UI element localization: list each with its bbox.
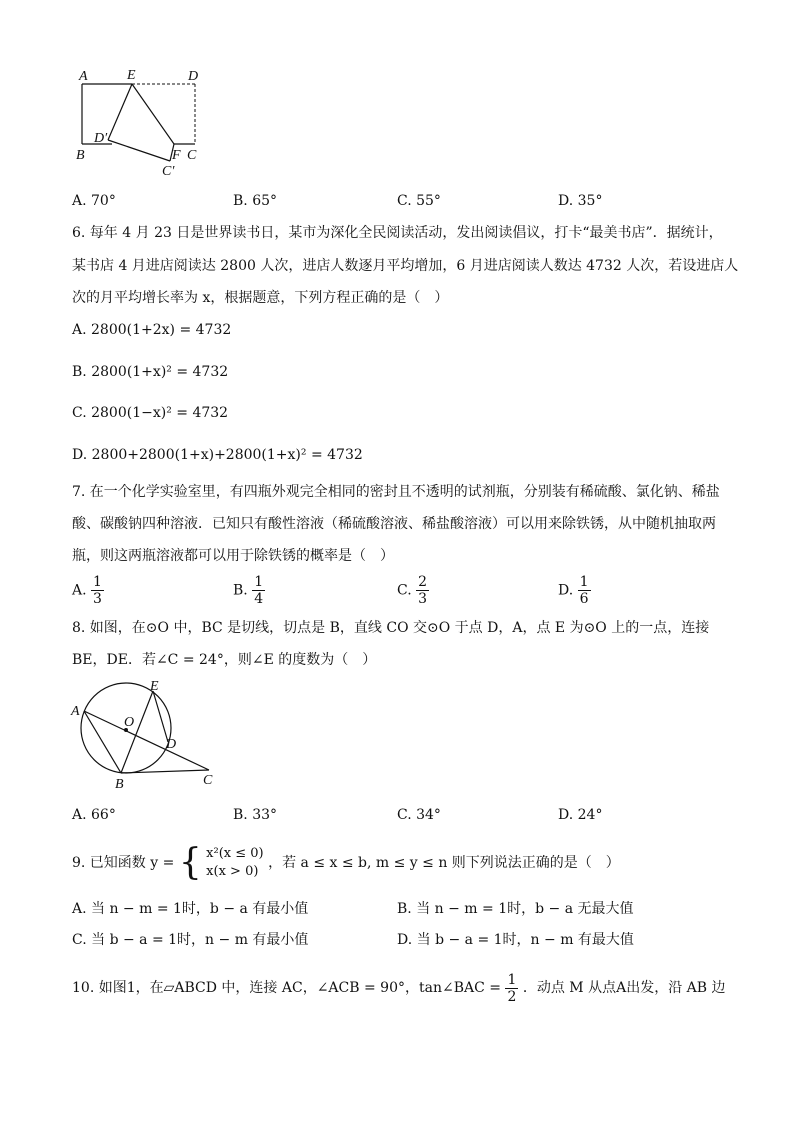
q7-stem-line-1: 7. 在一个化学实验室里，有四瓶外观完全相同的密封且不透明的试剂瓶，分别装有稀硫酸、氯化钠、稀盐 [72, 484, 720, 500]
fig5-label-Dprime: D′ [94, 131, 108, 146]
q5-figure [70, 64, 210, 180]
fig5-label-D: D [188, 69, 199, 84]
q9-prefix: 9. 已知函数 y = [72, 855, 175, 871]
fig5-label-F: F [172, 148, 181, 163]
fig8-label-O: O [124, 715, 135, 730]
q6-stem-line-2: 某书店 4 月进店阅读达 2800 人次，进店人数逐月平均增加，6 月进店阅读人数达 4732 人次，若设进店人 [72, 258, 739, 274]
q7-option-a-letter: A. [72, 582, 87, 599]
q8-option-a[interactable]: A. 66° [72, 807, 116, 823]
q7-option-c[interactable] [397, 574, 429, 607]
q10-part-2: ．动点 M 从点A出发，沿 AB 边 [522, 980, 726, 996]
q9-brace: { [178, 842, 202, 883]
q7-option-c-denominator: 3 [418, 591, 428, 607]
q8-option-b[interactable]: B. 33° [233, 807, 278, 823]
q5-option-c[interactable]: C. 55° [397, 193, 441, 209]
q10-part-1: 10. 如图1，在▱ABCD 中，连接 AC，∠ACB = 90°，tan∠BAC = [72, 980, 502, 996]
q7-option-d-numerator: 1 [579, 574, 589, 590]
q7-option-c-fraction [416, 574, 429, 607]
q6-option-d[interactable]: D. 2800+2800(1+x)+2800(1+x)² = 4732 [72, 447, 363, 463]
fig5-label-B: B [76, 148, 85, 163]
fig5-label-Cprime: C′ [162, 164, 175, 179]
q10-frac-num: 1 [507, 971, 517, 988]
q5-option-a[interactable]: A. 70° [72, 193, 116, 209]
q6-stem-line-1: 6. 每年 4 月 23 日是世界读书日，某市为深化全民阅读活动，发出阅读倡议，打卡“最美书店”．据统计， [72, 225, 723, 241]
q7-option-a-fraction [91, 574, 104, 607]
q7-option-d-fraction [578, 574, 591, 607]
q7-stem-line-2: 酸、碳酸钠四种溶液．已知只有酸性溶液（稀硫酸溶液、稀盐酸溶液）可以用来除铁锈，从中随机抽取两 [72, 516, 716, 532]
q6-stem-line-3: 次的月平均增长率为 x，根据题意，下列方程正确的是（ ） [72, 290, 449, 306]
fig5-label-E: E [127, 68, 136, 83]
fig5-label-C: C [187, 148, 197, 163]
q7-option-d-denominator: 6 [579, 591, 589, 607]
q7-option-b-letter: B. [233, 582, 248, 599]
q10-fraction [505, 972, 518, 1005]
q9-option-d[interactable]: D. 当 b − a = 1时，n − m 有最大值 [397, 932, 634, 948]
q5-option-b[interactable]: B. 65° [233, 193, 278, 209]
q7-option-a-denominator: 3 [93, 591, 102, 607]
q8-option-d[interactable]: D. 24° [558, 807, 603, 823]
fig8-label-C: C [203, 773, 213, 788]
q5-option-d[interactable]: D. 35° [558, 193, 603, 209]
q7-option-c-letter: C. [397, 582, 412, 599]
q6-option-c[interactable]: C. 2800(1−x)² = 4732 [72, 405, 229, 421]
q7-option-c-numerator: 2 [418, 574, 428, 590]
q9-piecewise [206, 845, 263, 881]
fig5-label-A: A [79, 69, 88, 84]
q7-option-a[interactable] [72, 574, 104, 607]
q8-stem-line-1: 8. 如图，在⊙O 中，BC 是切线，切点是 B，直线 CO 交⊙O 于点 D，A，点 E 为⊙O 上的一点，连接 [72, 620, 710, 636]
q8-option-c[interactable]: C. 34° [397, 807, 441, 823]
q9-option-a[interactable]: A. 当 n − m = 1时，b − a 有最小值 [72, 901, 309, 917]
q10-stem-line-1 [72, 968, 752, 1008]
q7-option-a-numerator: 1 [93, 574, 102, 590]
q6-option-b[interactable]: B. 2800(1+x)² = 4732 [72, 364, 229, 380]
fig8-label-E: E [150, 679, 159, 694]
q10-frac-den: 2 [507, 988, 517, 1005]
q7-option-d[interactable] [558, 574, 591, 607]
fig8-label-B: B [115, 777, 124, 792]
q9-suffix: ，若 a ≤ x ≤ b, m ≤ y ≤ n 则下列说法正确的是（ ） [268, 855, 620, 871]
q7-option-b-fraction [252, 574, 265, 607]
q7-option-b-numerator: 1 [254, 574, 264, 590]
q6-option-a[interactable]: A. 2800(1+2x) = 4732 [72, 322, 232, 338]
fig8-label-D: D [166, 737, 177, 752]
q9-piece-1: x²(x ≤ 0) [206, 846, 264, 861]
q7-stem-line-3: 瓶，则这两瓶溶液都可以用于除铁锈的概率是（ ） [72, 548, 394, 564]
q7-option-b-denominator: 4 [254, 591, 264, 607]
q8-stem-line-2: BE，DE．若∠C = 24°，则∠E 的度数为（ ） [72, 652, 377, 668]
fig8-label-A: A [71, 704, 80, 719]
q9-piece-2: x(x > 0) [206, 864, 259, 879]
q9-option-c[interactable]: C. 当 b − a = 1时，n − m 有最小值 [72, 932, 309, 948]
q7-option-d-letter: D. [558, 582, 574, 599]
q8-figure [66, 678, 226, 796]
q9-option-b[interactable]: B. 当 n − m = 1时，b − a 无最大值 [397, 901, 634, 917]
q7-option-b[interactable] [233, 574, 265, 607]
q9-stem [72, 840, 752, 886]
